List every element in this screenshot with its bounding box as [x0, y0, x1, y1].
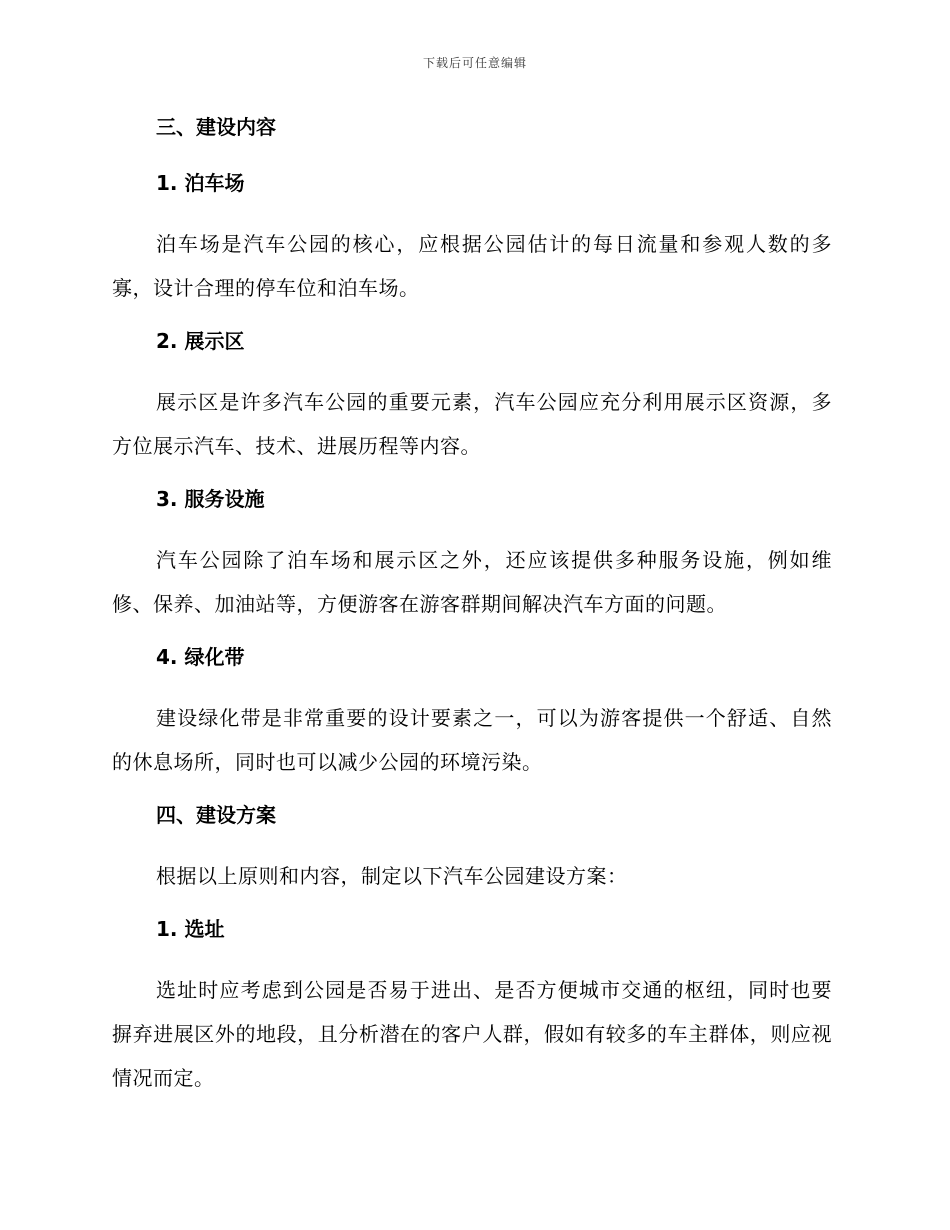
paragraph-service-facilities: 汽车公园除了泊车场和展示区之外，还应该提供多种服务设施，例如维修、保养、加油站等，方便游客在游客群期间解决汽车方面的问题。	[112, 548, 832, 616]
subheading-site-selection: 1. 选址	[156, 917, 225, 941]
subheading-service-facilities: 3. 服务设施	[156, 487, 265, 511]
section-heading-construction-plan: 四、建设方案	[156, 803, 276, 827]
page-header-note: 下载后可任意编辑	[422, 56, 527, 70]
document-body	[112, 110, 832, 1114]
paragraph-plan-intro: 根据以上原则和内容，制定以下汽车公园建设方案：	[156, 864, 628, 888]
section-heading-construction-content: 三、建设内容	[156, 115, 276, 139]
paragraph-green-belt: 建设绿化带是非常重要的设计要素之一，可以为游客提供一个舒适、自然的休息场所，同时也可以减少公园的环境污染。	[112, 706, 832, 774]
paragraph-site-selection: 选址时应考虑到公园是否易于进出、是否方便城市交通的枢纽，同时也要摒弃进展区外的地段，且分析潜在的客户人群，假如有较多的车主群体，则应视情况而定。	[112, 978, 832, 1090]
paragraph-exhibition-area: 展示区是许多汽车公园的重要元素，汽车公园应充分利用展示区资源，多方位展示汽车、技术、进展历程等内容。	[112, 390, 832, 458]
subheading-parking-lot: 1. 泊车场	[156, 171, 245, 195]
subheading-exhibition-area: 2. 展示区	[156, 329, 245, 353]
paragraph-parking-lot: 泊车场是汽车公园的核心，应根据公园估计的每日流量和参观人数的多寡，设计合理的停车位和泊车场。	[112, 232, 832, 300]
subheading-green-belt: 4. 绿化带	[156, 645, 245, 669]
